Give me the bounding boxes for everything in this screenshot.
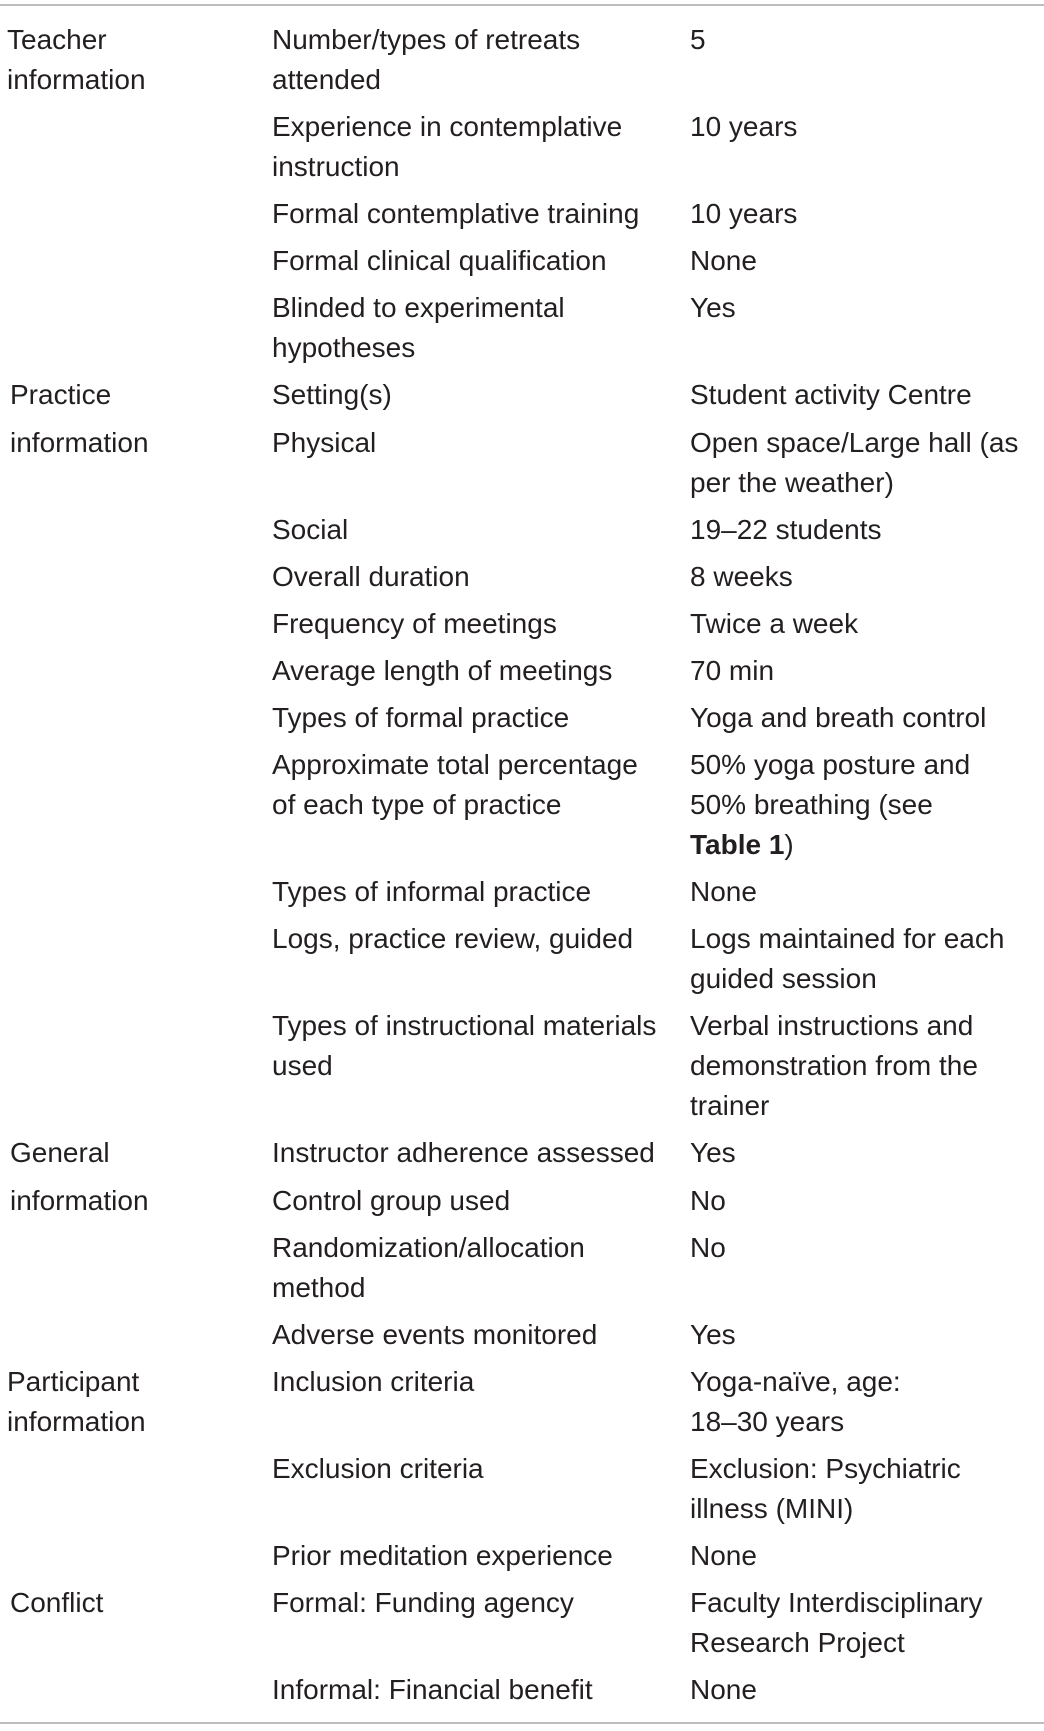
row-category: Practice bbox=[10, 379, 112, 410]
row-value: Yoga and breath control bbox=[690, 702, 987, 733]
row-value: Verbal instructions and demonstration from the trainer bbox=[690, 1010, 978, 1121]
row-item: Social bbox=[272, 514, 349, 545]
row-item: Setting(s) bbox=[272, 379, 392, 410]
row-value: 8 weeks bbox=[690, 561, 793, 592]
row-item: Instructor adherence assessed bbox=[272, 1137, 655, 1168]
row-category: Conflict bbox=[10, 1587, 104, 1618]
row-item: Control group used bbox=[272, 1185, 511, 1216]
row-value: None bbox=[690, 1674, 757, 1705]
row-value: Yes bbox=[690, 292, 736, 323]
row-value: Logs maintained for each guided session bbox=[690, 923, 1005, 994]
row-item: Frequency of meetings bbox=[272, 608, 557, 639]
row-value: Twice a week bbox=[690, 608, 859, 639]
row-item: Experience in contemplative instruction bbox=[272, 111, 623, 182]
row-item: Blinded to experimental hypotheses bbox=[272, 292, 565, 363]
row-value: None bbox=[690, 876, 757, 907]
table-top-rule bbox=[0, 4, 1044, 6]
row-value: 5 bbox=[690, 24, 706, 55]
row-item: Approximate total percentage of each type of practice bbox=[272, 749, 638, 820]
row-item: Logs, practice review, guided bbox=[272, 923, 634, 954]
row-item: Formal: Funding agency bbox=[272, 1587, 574, 1618]
row-value: 10 years bbox=[690, 111, 798, 142]
row-item: Physical bbox=[272, 427, 377, 458]
row-value: None bbox=[690, 1540, 757, 1571]
row-value: 10 years bbox=[690, 198, 798, 229]
row-item: Informal: Financial benefit bbox=[272, 1674, 593, 1705]
row-value: Student activity Centre bbox=[690, 379, 972, 410]
row-value: Exclusion: Psychiatric illness (MINI) bbox=[690, 1453, 961, 1524]
row-item: Formal contemplative training bbox=[272, 198, 640, 229]
row-value: Yes bbox=[690, 1137, 736, 1168]
row-item: Types of informal practice bbox=[272, 876, 592, 907]
row-item: Inclusion criteria bbox=[272, 1366, 475, 1397]
row-value-group bbox=[690, 745, 1030, 865]
row-value: 19–22 students bbox=[690, 514, 882, 545]
row-category: information bbox=[10, 1185, 149, 1216]
row-value: Yoga-naïve, age: 18–30 years bbox=[690, 1366, 901, 1437]
row-item: Number/types of retreats attended bbox=[272, 24, 581, 95]
row-value: Open space/Large hall (as per the weather) bbox=[690, 427, 1019, 498]
table-bottom-rule bbox=[0, 1722, 1044, 1724]
row-item: Adverse events monitored bbox=[272, 1319, 598, 1350]
row-value: No bbox=[690, 1185, 726, 1216]
row-value: No bbox=[690, 1232, 726, 1263]
row-category: Participant information bbox=[7, 1366, 146, 1437]
row-value: Faculty Interdisciplinary Research Project bbox=[690, 1587, 983, 1658]
row-value: None bbox=[690, 245, 757, 276]
row-item: Average length of meetings bbox=[272, 655, 613, 686]
row-item: Exclusion criteria bbox=[272, 1453, 484, 1484]
table-reference-link[interactable]: Table 1 bbox=[690, 829, 785, 860]
row-category: Teacher information bbox=[7, 24, 146, 95]
row-value: 70 min bbox=[690, 655, 775, 686]
row-value: 50% yoga posture and 50% breathing (see bbox=[690, 749, 971, 820]
row-value: Yes bbox=[690, 1319, 736, 1350]
row-item: Overall duration bbox=[272, 561, 470, 592]
row-category: information bbox=[10, 427, 149, 458]
row-category: General bbox=[10, 1137, 110, 1168]
row-item: Prior meditation experience bbox=[272, 1540, 613, 1571]
row-item: Types of formal practice bbox=[272, 702, 570, 733]
row-value-tail: ) bbox=[784, 829, 794, 860]
row-item: Formal clinical qualification bbox=[272, 245, 607, 276]
row-item: Randomization/allocation method bbox=[272, 1232, 585, 1303]
row-item: Types of instructional materials used bbox=[272, 1010, 657, 1081]
